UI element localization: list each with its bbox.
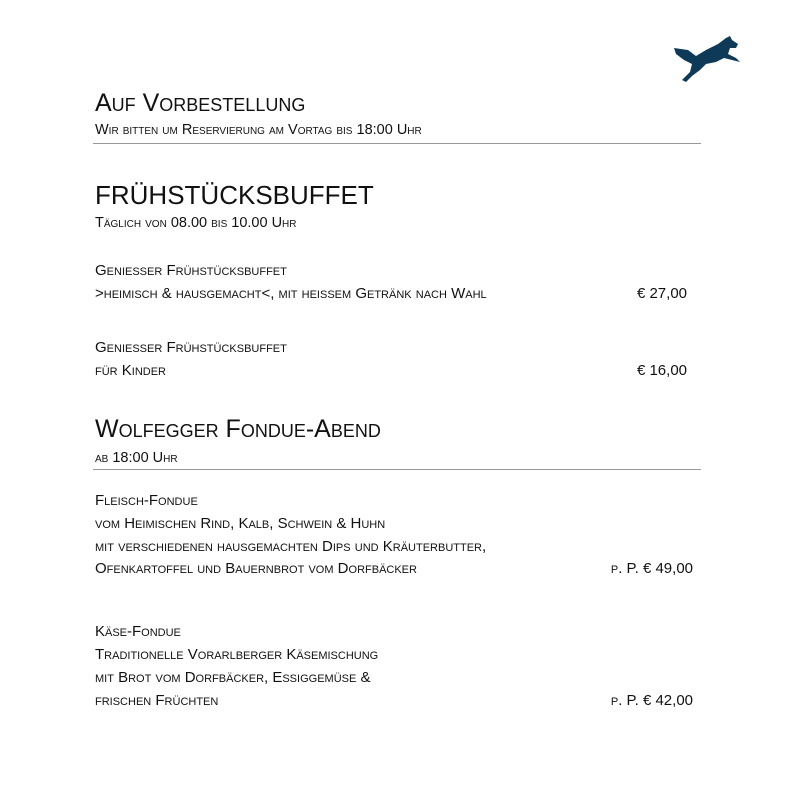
divider (93, 469, 701, 470)
item-description: mit verschiedenen hausgemachten Dips und Kräuterbutter, (95, 538, 487, 555)
fox-logo (670, 34, 745, 86)
divider (93, 143, 701, 144)
item-name: Genießer Frühstücksbuffet (95, 339, 287, 356)
item-price: p. P. € 49,00 (610, 560, 693, 577)
section-subtitle-fondue: ab 18:00 Uhr (95, 450, 178, 466)
section-subtitle-fruehstueck: Täglich von 08.00 bis 10.00 Uhr (95, 215, 297, 231)
item-description: frischen Früchten (95, 692, 219, 709)
item-price: € 27,00 (636, 285, 687, 302)
section-title-fondue: Wolfegger Fondue-Abend (95, 415, 381, 443)
item-price: € 16,00 (636, 362, 687, 379)
item-description: >heimisch & hausgemacht<, mit heißem Getränk nach Wahl (95, 285, 487, 302)
item-price: p. P. € 42,00 (610, 692, 693, 709)
section-title-vorbestellung: Auf Vorbestellung (95, 89, 306, 117)
item-description: mit Brot vom Dorfbäcker, Essiggemüse & (95, 669, 371, 686)
item-description: vom Heimischen Rind, Kalb, Schwein & Huhn (95, 515, 386, 532)
item-description: Ofenkartoffel und Bauernbrot vom Dorfbäcker (95, 560, 417, 577)
item-name: Fleisch-Fondue (95, 492, 198, 509)
item-name: Genießer Frühstücksbuffet (95, 262, 287, 279)
section-title-fruehstueck: FRÜHSTÜCKSBUFFET (95, 180, 374, 210)
item-name: Käse-Fondue (95, 623, 181, 640)
item-description: Traditionelle Vorarlberger Käsemischung (95, 646, 379, 663)
item-description: für Kinder (95, 362, 167, 379)
section-subtitle-vorbestellung: Wir bitten um Reservierung am Vortag bis 18:00 Uhr (95, 122, 422, 138)
